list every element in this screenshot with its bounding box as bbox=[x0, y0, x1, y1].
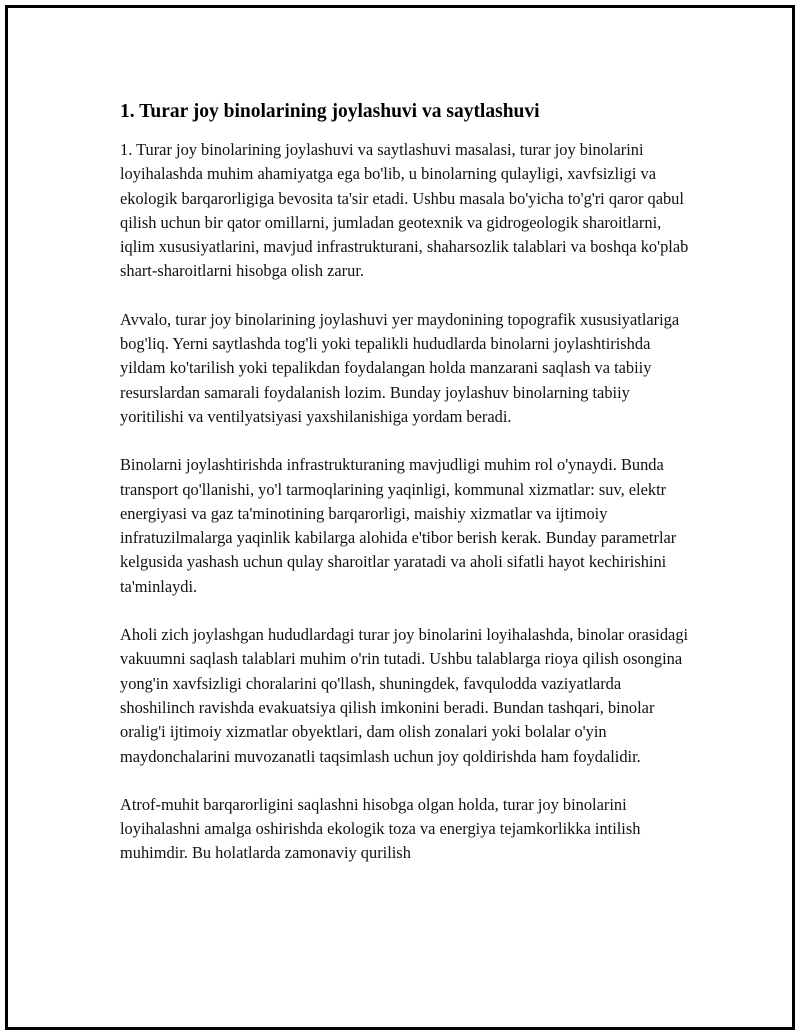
paragraph-3: Binolarni joylashtirishda infrastrukturaning mavjudligi muhim rol o'ynaydi. Bunda transport qo'llanishi, yo'l tarmoqlarining yaqinligi, kommunal xizmatlar: suv, elektr energiyasi va gaz ta'minotining barqarorligi, maishiy xizmatlar va ijtimoiy infratuzilmalarga yaqinlik kabilarga alohida e'tibor berish kerak. Bunday parametrlar kelgusida yashash uchun qulay sharoitlar yaratadi va aholi sifatli hayot kechirishini ta'minlaydi. bbox=[120, 455, 677, 596]
paragraph-5: Atrof-muhit barqarorligini saqlashni hisobga olgan holda, turar joy binolarini loyihalashni amalga oshirishda ekologik toza va energiya tejamkorlikka intilish muhimdir. Bu holatlarda zamonaviy qurilish bbox=[120, 794, 641, 863]
paragraph-1: 1. Turar joy binolarining joylashuvi va saytlashuvi masalasi, turar joy binolarini loyihalashda muhim ahamiyatga ega bo'lib, u binolarning qulayligi, xavfsizligi va ekologik barqarorligiga bevosita ta'sir etadi. Ushbu masala bo'yicha to'g'ri qaror qabul qilish uchun bir qator omillarni, jumladan geotexnik va gidrogeologik sharoitlarni, iqlim xususiyatlarini, mavjud infrastrukturani, shaharsozlik talablari va boshqa ko'plab shart-sharoitlarni hisobga olish zarur. bbox=[120, 140, 689, 281]
document-heading: 1. Turar joy binolarining joylashuvi va saytlashuvi bbox=[120, 101, 540, 122]
paragraph-4: Aholi zich joylashgan hududlardagi turar joy binolarini loyihalashda, binolar orasidagi vakuumni saqlash talablari muhim o'rin tutadi. Ushbu talablarga rioya qilish osongina yong'in xavfsizligi choralarini qo'llash, shuningdek, favqulodda vaziyatlarda shoshilinch ravishda evakuatsiya qilish imkonini beradi. Bundan tashqari, binolar oralig'i ijtimoiy xizmatlar obyektlari, dam olish zonalari yoki bolalar o'yin maydonchalarini muvozanatli taqsimlash uchun joy qoldirishda ham foydalidir. bbox=[120, 625, 689, 766]
paragraph-2: Avvalo, turar joy binolarining joylashuvi yer maydonining topografik xususiyatlariga bog'liq. Yerni saytlashda tog'li yoki tepalikli hududlarda binolarni joylashtirishda yildam ko'tarilish yoki tepalikdan foydalangan holda manzarani saqlash va tabiiy resurslardan samarali foydalanish lozim. Bunday joylashuv binolarning tabiiy yoritilishi va ventilyatsiyasi yaxshilanishiga yordam beradi. bbox=[120, 309, 680, 426]
page-frame bbox=[5, 5, 795, 1030]
document-body bbox=[120, 98, 692, 890]
